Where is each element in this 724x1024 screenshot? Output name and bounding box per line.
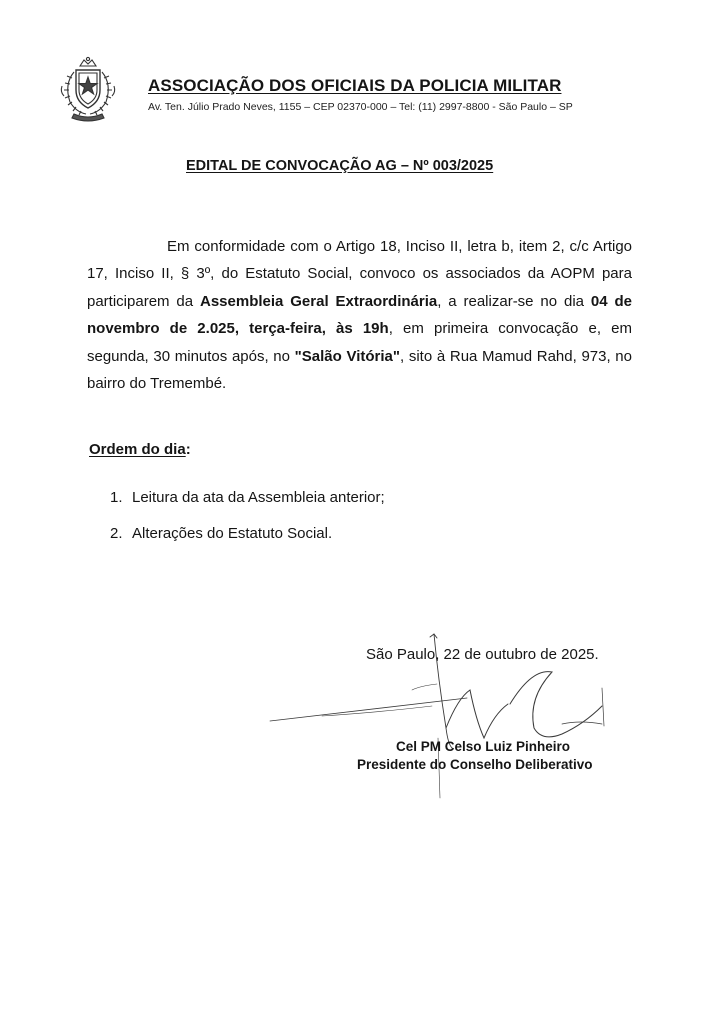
document-title: EDITAL DE CONVOCAÇÃO AG – Nº 003/2025 [186,158,494,174]
body-bold-venue: "Salão Vitória" [294,347,400,365]
agenda-heading-colon: : [185,441,191,458]
signer-name: Cel PM Celso Luiz Pinheiro [396,739,571,754]
agenda-item-text: Leitura da ata da Assembleia anterior; [132,489,385,506]
signer-title: Presidente do Conselho Deliberativo [357,757,593,772]
agenda-item [110,487,385,523]
body-text-part: , em primeira convocação e, em segunda, 30 minutos após, no [87,320,632,365]
agenda-heading-text: Ordem do dia [89,441,186,458]
agenda-item-text: Alterações do Estatuto Social. [132,525,333,542]
agenda-heading [89,441,191,458]
agenda-item-number: 2. [110,525,123,542]
organization-name: ASSOCIAÇÃO DOS OFICIAIS DA POLICIA MILITAR [148,76,562,95]
agenda-list [110,487,385,559]
body-bold-date: 04 de novembro de 2.025, terça-feira, às 19h [87,292,632,338]
agenda-item-number: 1. [110,489,123,506]
body-text-part: , a realizar-se no dia [437,292,591,310]
body-text-part: , sito à Rua Mamud Rahd, 973, no bairro do Tremembé. [87,347,632,393]
body-bold-assembly: Assembleia Geral Extraordinária [200,292,438,310]
agenda-item [110,523,385,559]
police-coat-of-arms-icon [58,56,118,122]
body-text-part: Em conformidade com o Artigo 18, Inciso II, letra b, item 2, c/c Artigo 17, Inciso II, § 3º, do Estatuto Social, convoco os associados da AOPM para participarem da [87,238,632,310]
convocation-paragraph [87,233,632,397]
organization-address: Av. Ten. Júlio Prado Neves, 1155 – CEP 02370-000 – Tel: (11) 2997-8800 - São Paulo – SP [148,101,573,113]
date-line: São Paulo, 22 de outubro de 2025. [366,646,599,663]
